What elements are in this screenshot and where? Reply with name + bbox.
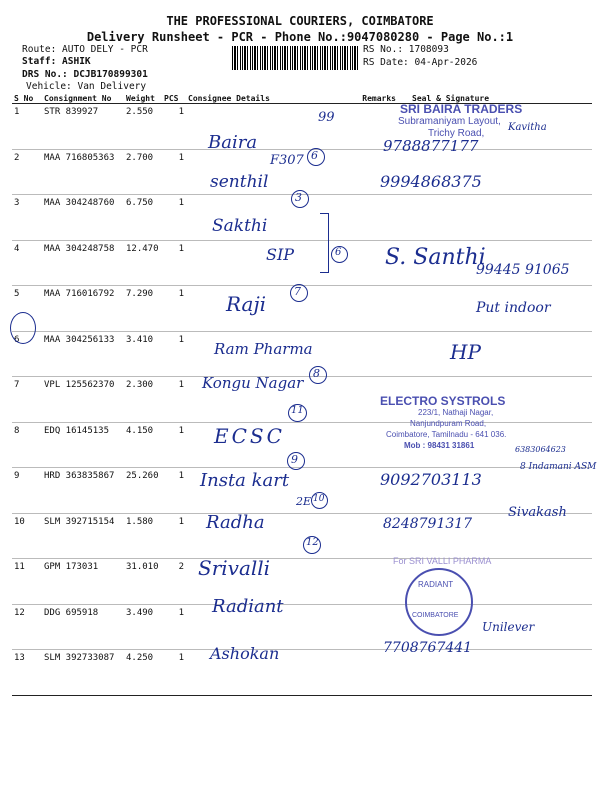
hw-c9c: 2E [296, 495, 312, 508]
hw-s9b: 8 Indamani ASM [520, 462, 597, 472]
runsheet-title: Delivery Runsheet - PCR - Phone No.:9047080280 - Page No.:1 [86, 30, 514, 44]
cell-consignment-no: HRD 363835867 [42, 468, 124, 514]
cell-sno: 6 [12, 331, 42, 377]
cell-weight: 25.260 [124, 468, 162, 514]
rs-number: RS No.: 1708093 [363, 44, 449, 55]
hw-c7a: Ram Pharma [214, 340, 313, 358]
cell-sno: 12 [12, 604, 42, 650]
cell-pcs: 1 [162, 104, 186, 150]
hw-s4b: 99445 91065 [476, 262, 570, 278]
cell-consignment-no: EDQ 16145135 [42, 422, 124, 468]
hw-s9c: 6383064623 [515, 445, 566, 454]
rs-date: RS Date: 04-Apr-2026 [363, 57, 478, 68]
barcode [232, 46, 358, 70]
cell-consignment-no: MAA 304248758 [42, 240, 124, 286]
hw-c3b: Sakthi [212, 216, 268, 236]
cell-consignment-no: GPM 173031 [42, 559, 124, 605]
cell-weight: 4.150 [124, 422, 162, 468]
cell-pcs: 1 [162, 513, 186, 559]
cell-sno: 7 [12, 377, 42, 423]
cell-weight: 2.700 [124, 149, 162, 195]
hw-c9b: 9 [291, 453, 298, 466]
hw-c12: Radiant [212, 596, 284, 617]
cell-sno: 3 [12, 195, 42, 241]
staff: Staff: ASHIK [22, 56, 91, 67]
col-consignment: Consignment No [42, 93, 124, 104]
cell-weight: 2.300 [124, 377, 162, 423]
stamp-ecs-2: 223/1, Nathaji Nagar, [418, 408, 494, 417]
hw-s9: 9092703113 [380, 470, 482, 489]
cell-pcs: 1 [162, 377, 186, 423]
cell-remarks [342, 195, 398, 241]
sno-6-circle [10, 312, 36, 344]
table-row [12, 513, 592, 559]
cell-sno: 9 [12, 468, 42, 514]
stamp-radiant-1: RADIANT [418, 580, 454, 589]
cell-consignment-no: MAA 304248760 [42, 195, 124, 241]
cell-weight: 12.470 [124, 240, 162, 286]
vehicle: Vehicle: Van Delivery [26, 81, 147, 92]
hw-s13: 7708767441 [383, 640, 473, 656]
company-name: THE PROFESSIONAL COURIERS, COIMBATORE [166, 14, 434, 28]
hw-s5: Put indoor [476, 300, 551, 316]
table-row [12, 559, 592, 605]
cell-weight: 31.010 [124, 559, 162, 605]
cell-sno: 13 [12, 650, 42, 696]
hw-c11b: 12 [306, 537, 319, 548]
cell-seal-signature [398, 650, 592, 696]
cell-consignment-no: DDG 695918 [42, 604, 124, 650]
cell-sno: 2 [12, 149, 42, 195]
table-row [12, 650, 592, 696]
hw-c5a: Raji [226, 292, 267, 316]
hw-c7c: 8 [313, 367, 320, 380]
cell-consignment-no: MAA 304256133 [42, 331, 124, 377]
cell-pcs: 1 [162, 331, 186, 377]
hw-c1: Baira [208, 132, 258, 153]
hw-s1b: Kavitha [508, 122, 547, 133]
col-remarks: Remarks [342, 93, 398, 104]
hw-n1: 99 [318, 110, 335, 125]
cell-sno: 8 [12, 422, 42, 468]
hw-s4: S. Santhi [385, 245, 486, 270]
stamp-radiant-seal [405, 568, 473, 636]
hw-c2b: 6 [311, 149, 318, 162]
hw-c4b: 6 [335, 247, 342, 258]
cell-consignment-no: SLM 392733087 [42, 650, 124, 696]
hw-c11a: Srivalli [198, 556, 271, 580]
cell-remarks [342, 559, 398, 605]
hw-s10: 8248791317 [383, 516, 473, 532]
cell-pcs: 1 [162, 422, 186, 468]
cell-remarks [342, 286, 398, 332]
hw-c2c: senthil [210, 172, 269, 192]
stamp-ecs-4: Coimbatore, Tamilnadu - 641 036. [386, 430, 507, 439]
cell-weight: 1.580 [124, 513, 162, 559]
hw-c13: Ashokan [210, 644, 280, 663]
cell-seal-signature [398, 331, 592, 377]
stamp-baira-1: SRI BAIRA TRADERS [400, 102, 523, 116]
cell-consignment-no: SLM 392715154 [42, 513, 124, 559]
cell-sno: 4 [12, 240, 42, 286]
cell-consignment-no: STR 839927 [42, 104, 124, 150]
hw-c2a: F307 [270, 153, 304, 168]
cell-pcs: 2 [162, 559, 186, 605]
stamp-ecs-1: ELECTRO SYSTROLS [380, 394, 506, 408]
cell-weight: 4.250 [124, 650, 162, 696]
cell-remarks [342, 650, 398, 696]
cell-pcs: 1 [162, 286, 186, 332]
stamp-ecs-3: Nanjundpuram Road, [410, 419, 487, 428]
cell-pcs: 1 [162, 149, 186, 195]
stamp-baira-2: Subramaniyam Layout, [398, 116, 501, 127]
route: Route: AUTO DELY - PCR [22, 44, 148, 55]
hw-s13b: Unilever [482, 620, 535, 634]
hw-s2: 9994868375 [380, 172, 482, 191]
hw-c10: Radha [206, 512, 265, 533]
col-weight: Weight [124, 93, 162, 104]
cell-consignment-no: MAA 716805363 [42, 149, 124, 195]
cell-consignment-no: MAA 716016792 [42, 286, 124, 332]
col-sno: S No [12, 93, 42, 104]
cell-sno: 5 [12, 286, 42, 332]
col-consignee: Consignee Details [186, 93, 342, 104]
cell-remarks [342, 422, 398, 468]
cell-pcs: 1 [162, 240, 186, 286]
hw-s10b: Sivakash [508, 505, 567, 520]
stamp-valli: For SRI VALLI PHARMA [393, 556, 492, 566]
cell-sno: 10 [12, 513, 42, 559]
col-pcs: PCS [162, 93, 186, 104]
drs-number: DRS No.: DCJB170899301 [22, 69, 148, 80]
stamp-ecs-5: Mob : 98431 31861 [404, 441, 475, 450]
hw-c9d: 10 [313, 494, 325, 504]
stamp-radiant-2: COIMBATORE [412, 612, 459, 619]
col-seal: Seal & Signature [398, 93, 592, 104]
hw-c4a: SIP [266, 245, 295, 264]
cell-weight: 3.410 [124, 331, 162, 377]
cell-seal-signature [398, 195, 592, 241]
stamp-baira-3: Trichy Road, [428, 128, 485, 139]
cell-pcs: 1 [162, 604, 186, 650]
hw-c9a: Insta kart [200, 470, 290, 491]
hw-s1: 9788877177 [383, 137, 479, 155]
hw-c8a: 11 [291, 405, 304, 416]
cell-consignment-no: VPL 125562370 [42, 377, 124, 423]
hw-bracket [320, 213, 329, 273]
cell-consignee-details [186, 240, 342, 286]
cell-pcs: 1 [162, 468, 186, 514]
cell-weight: 6.750 [124, 195, 162, 241]
hw-c3a: 3 [295, 191, 302, 204]
hw-c5b: 7 [294, 285, 301, 298]
cell-remarks [342, 331, 398, 377]
hw-s6: HP [450, 340, 481, 364]
hw-c7b: Kongu Nagar [202, 374, 304, 392]
cell-weight: 2.550 [124, 104, 162, 150]
cell-weight: 3.490 [124, 604, 162, 650]
hw-c8b: ECSC [214, 424, 285, 448]
cell-weight: 7.290 [124, 286, 162, 332]
cell-sno: 11 [12, 559, 42, 605]
cell-sno: 1 [12, 104, 42, 150]
cell-pcs: 1 [162, 195, 186, 241]
cell-pcs: 1 [162, 650, 186, 696]
